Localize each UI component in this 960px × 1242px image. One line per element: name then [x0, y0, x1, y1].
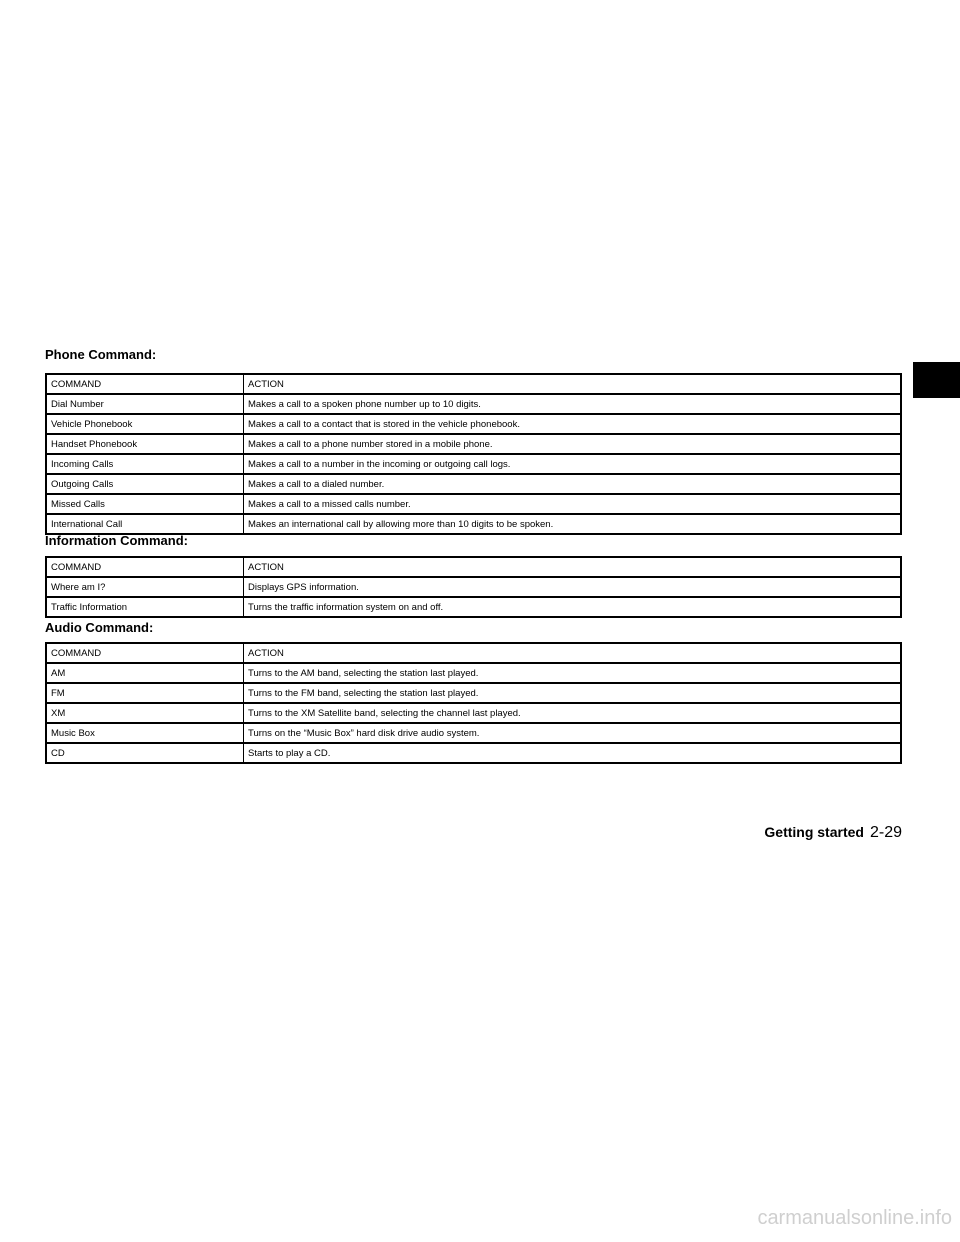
- action-cell: Makes an international call by allowing more than 10 digits to be spoken.: [244, 514, 902, 534]
- action-cell: Turns to the AM band, selecting the station last played.: [244, 663, 902, 683]
- table-row: [46, 414, 901, 434]
- section-title-information: Information Command:: [45, 533, 188, 548]
- audio-command-table: [45, 642, 902, 764]
- table-row: [46, 494, 901, 514]
- action-cell: Makes a call to a spoken phone number up to 10 digits.: [244, 394, 902, 414]
- action-cell: Makes a call to a number in the incoming or outgoing call logs.: [244, 454, 902, 474]
- command-cell: Traffic Information: [46, 597, 244, 617]
- section-title-phone: Phone Command:: [45, 347, 157, 362]
- column-header-action: ACTION: [244, 557, 902, 577]
- watermark: carmanualsonline.info: [757, 1207, 952, 1229]
- command-cell: FM: [46, 683, 244, 703]
- table-header-row: [46, 557, 901, 577]
- action-cell: Turns to the XM Satellite band, selecting the channel last played.: [244, 703, 902, 723]
- command-cell: CD: [46, 743, 244, 763]
- command-cell: Handset Phonebook: [46, 434, 244, 454]
- table-row: [46, 703, 901, 723]
- table-row: [46, 683, 901, 703]
- command-cell: International Call: [46, 514, 244, 534]
- footer-section-title: Getting started: [764, 824, 864, 840]
- table-row: [46, 723, 901, 743]
- command-cell: XM: [46, 703, 244, 723]
- table-header-row: [46, 643, 901, 663]
- command-cell: Where am I?: [46, 577, 244, 597]
- action-cell: Turns on the “Music Box” hard disk drive audio system.: [244, 723, 902, 743]
- table-row: [46, 663, 901, 683]
- action-cell: Makes a call to a contact that is stored in the vehicle phonebook.: [244, 414, 902, 434]
- command-cell: Music Box: [46, 723, 244, 743]
- command-cell: Incoming Calls: [46, 454, 244, 474]
- page-footer: [764, 824, 902, 842]
- table-row: [46, 597, 901, 617]
- column-header-action: ACTION: [244, 643, 902, 663]
- table-row: [46, 743, 901, 763]
- column-header-command: COMMAND: [46, 557, 244, 577]
- action-cell: Turns the traffic information system on and off.: [244, 597, 902, 617]
- action-cell: Turns to the FM band, selecting the station last played.: [244, 683, 902, 703]
- command-cell: Dial Number: [46, 394, 244, 414]
- phone-command-table: [45, 373, 902, 535]
- chapter-tab-marker: [913, 362, 960, 398]
- column-header-action: ACTION: [244, 374, 902, 394]
- command-cell: Vehicle Phonebook: [46, 414, 244, 434]
- command-cell: AM: [46, 663, 244, 683]
- command-cell: Outgoing Calls: [46, 474, 244, 494]
- command-cell: Missed Calls: [46, 494, 244, 514]
- action-cell: Makes a call to a phone number stored in a mobile phone.: [244, 434, 902, 454]
- table-row: [46, 454, 901, 474]
- section-title-audio: Audio Command:: [45, 620, 154, 635]
- action-cell: Makes a call to a dialed number.: [244, 474, 902, 494]
- column-header-command: COMMAND: [46, 374, 244, 394]
- table-row: [46, 394, 901, 414]
- column-header-command: COMMAND: [46, 643, 244, 663]
- information-command-table: [45, 556, 902, 618]
- action-cell: Starts to play a CD.: [244, 743, 902, 763]
- table-header-row: [46, 374, 901, 394]
- action-cell: Makes a call to a missed calls number.: [244, 494, 902, 514]
- table-row: [46, 474, 901, 494]
- action-cell: Displays GPS information.: [244, 577, 902, 597]
- table-row: [46, 434, 901, 454]
- footer-page-number: 2-29: [869, 824, 902, 841]
- table-row: [46, 514, 901, 534]
- table-row: [46, 577, 901, 597]
